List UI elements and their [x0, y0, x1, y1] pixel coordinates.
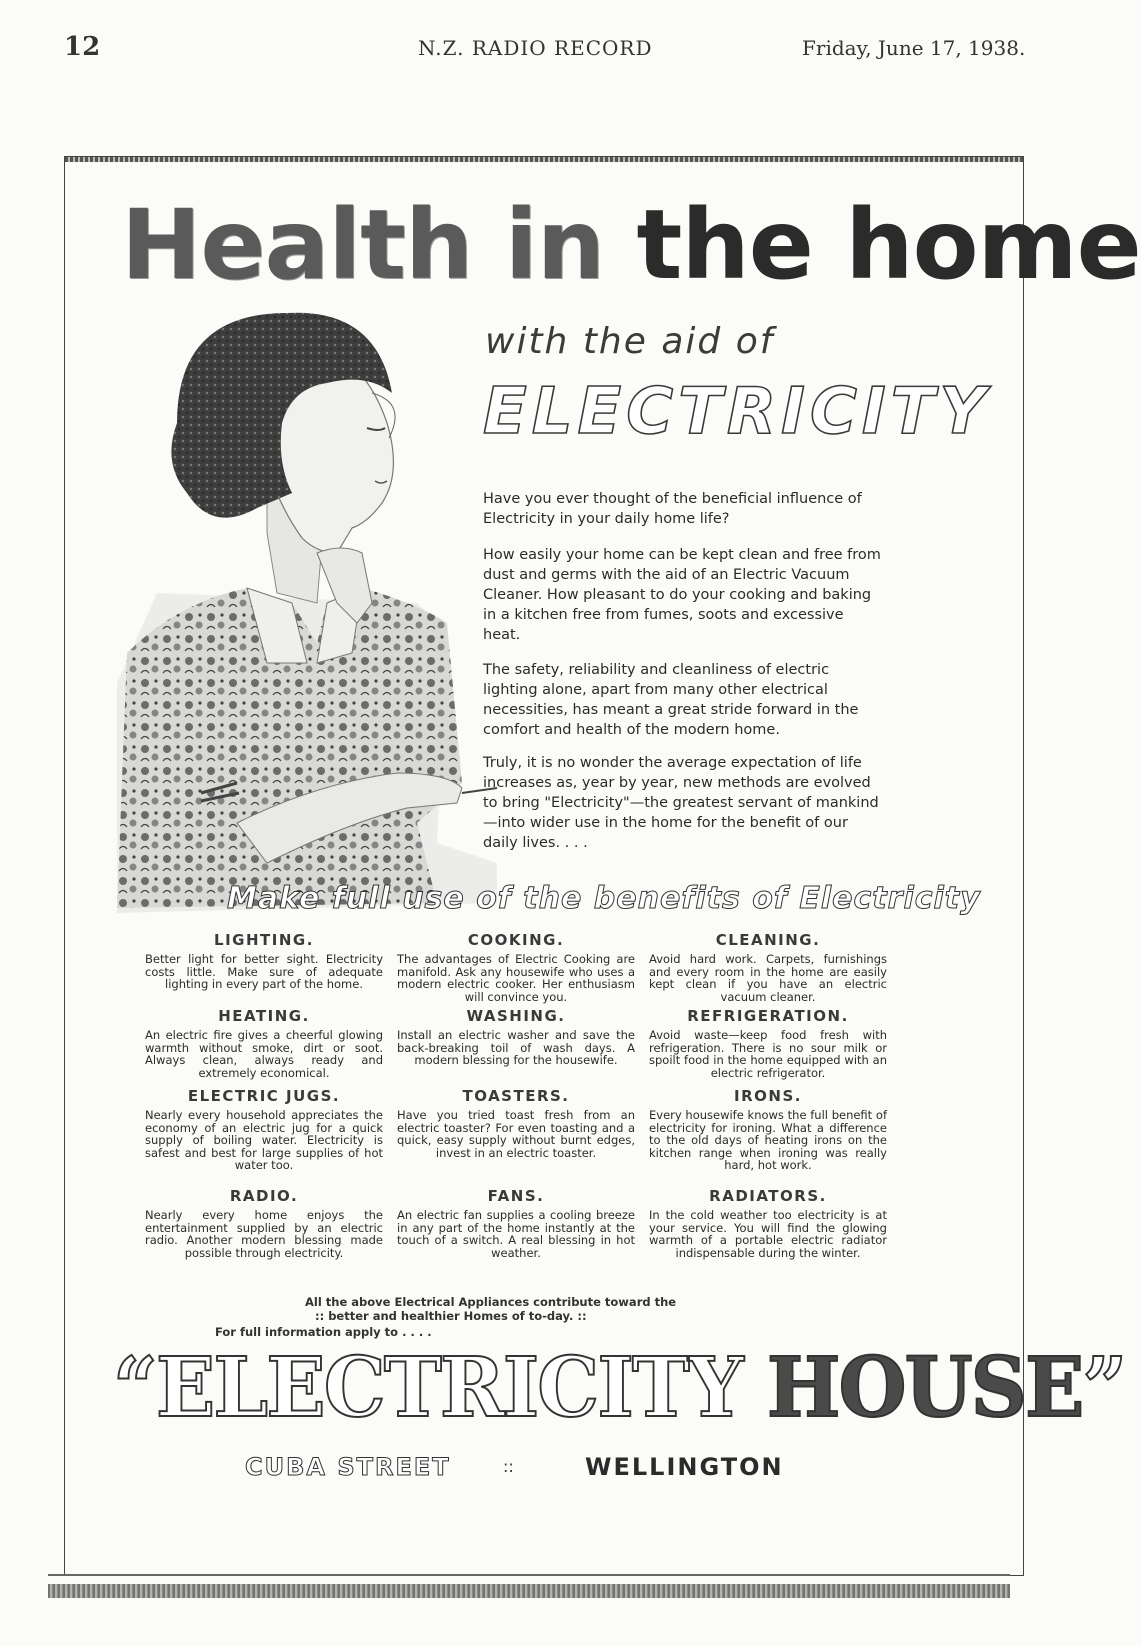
benefit-text: Avoid hard work. Carpets, furnishings and every room in the home are easily kept clean if you have an electric vacuum cleaner. — [649, 952, 887, 1004]
page-number: 12 — [64, 32, 101, 62]
benefit-heading: LIGHTING. — [214, 931, 314, 949]
intro-paragraph-2: How easily your home can be kept clean and free from dust and germs with the aid of an Electric Vacuum Cleaner. How pleasant to do your cooking and baking in a kitchen free from fumes, soots and excessive heat. — [483, 547, 881, 643]
address-separator: :: — [503, 1457, 514, 1476]
benefit-text: Have you tried toast fresh from an electric toaster? For even toasting and a quick, easy supply without burnt edges, invest in an electric toaster. — [397, 1108, 635, 1160]
benefit-text: Avoid waste—keep food fresh with refrigeration. There is no sour milk or spoilt food in the home equipped with an electric refrigerator. — [649, 1028, 887, 1080]
benefit-text: An electric fire gives a cheerful glowing warmth without smoke, dirt or soot. Always clean, always ready and extremely economical. — [145, 1028, 383, 1080]
benefit-toasters — [397, 1087, 635, 1159]
headline-part2: the home — [636, 189, 1141, 301]
benefit-heading: WASHING. — [466, 1007, 566, 1025]
top-border-band — [65, 157, 1023, 162]
benefit-text: Install an electric washer and save the back-breaking toil of wash days. A modern blessing for the housewife. — [397, 1028, 635, 1067]
house-part2: HOUSE — [766, 1340, 1083, 1436]
benefit-text: An electric fan supplies a cooling breeze in any part of the home instantly at the touch of a switch. A real blessing in hot weather. — [397, 1208, 635, 1260]
woman-illustration — [117, 303, 497, 913]
benefit-heading: RADIO. — [229, 1187, 299, 1205]
intro-paragraph-1: Have you ever thought of the beneficial influence of Electricity in your daily home life? — [483, 491, 862, 527]
benefit-heading: HEATING. — [218, 1007, 310, 1025]
benefit-cleaning — [649, 931, 887, 1003]
benefit-heading: IRONS. — [734, 1087, 802, 1105]
headline — [121, 189, 1141, 301]
publication-title: N.Z. RADIO RECORD — [418, 36, 653, 60]
headline-part1: Health in — [121, 189, 637, 301]
benefit-fans — [397, 1187, 635, 1259]
benefit-cooking — [397, 931, 635, 1003]
bottom-rule — [48, 1574, 1010, 1576]
house-part1: ELECTRICITY — [155, 1340, 767, 1436]
benefits-heading: Make full use of the benefits of Electricity — [227, 881, 981, 916]
benefit-heading: CLEANING. — [715, 931, 821, 949]
benefit-text: The advantages of Electric Cooking are manifold. Ask any housewife who uses a modern electric cooker. Her enthusiasm will convince you. — [397, 952, 635, 1004]
footer-line-3: For full information apply to . . . . — [215, 1325, 432, 1339]
benefit-irons — [649, 1087, 887, 1172]
footer-line-2: :: better and healthier Homes of to-day. :: — [315, 1309, 587, 1323]
issue-date: Friday, June 17, 1938. — [802, 36, 1026, 60]
benefit-washing — [397, 1007, 635, 1067]
benefit-lighting — [145, 931, 383, 991]
benefit-heading: ELECTRIC JUGS. — [187, 1087, 341, 1105]
quote-open: “ — [113, 1340, 156, 1436]
benefit-text: Nearly every household appreciates the economy of an electric jug for a quick supply of boiling water. Electricity is safest and best for large supplies of hot water too. — [145, 1108, 383, 1172]
benefit-heading: TOASTERS. — [462, 1087, 570, 1105]
benefit-heating — [145, 1007, 383, 1079]
benefit-radiators — [649, 1187, 887, 1259]
city: WELLINGTON — [585, 1453, 784, 1481]
benefit-text: Better light for better sight. Electricity costs little. Make sure of adequate lighting in every part of the home. — [145, 952, 383, 991]
benefit-heading: REFRIGERATION. — [687, 1007, 849, 1025]
benefit-text: In the cold weather too electricity is at your service. You will find the glowing warmth of a portable electric radiator indispensable during the winter. — [649, 1208, 887, 1260]
benefit-heading: COOKING. — [467, 931, 565, 949]
intro-paragraph-4: Truly, it is no wonder the average expectation of life increases as, year by year, new methods are evolved to bring "Electricity"—the greatest servant of mankind—into wider use in the home for the benefit of our daily lives. . . . — [483, 755, 879, 851]
advertisement — [64, 156, 1141, 1576]
intro-paragraph-3: The safety, reliability and cleanliness of electric lighting alone, apart from many other electrical necessities, has meant a great stride forward in the comfort and health of the modern home. — [483, 662, 859, 738]
electricity-title: ELECTRICITY — [483, 375, 991, 449]
electricity-house-title — [113, 1340, 1126, 1436]
footer-line-1: All the above Electrical Appliances contribute toward the — [305, 1295, 677, 1309]
benefit-text: Nearly every home enjoys the entertainment supplied by an electric radio. Another modern blessing made possible through electricity. — [145, 1208, 383, 1260]
benefit-radio — [145, 1187, 383, 1259]
benefit-heading: RADIATORS. — [709, 1187, 827, 1205]
benefit-text: Every housewife knows the full benefit of electricity for ironing. What a difference to the old days of heating irons on the kitchen range when ironing was really hard, hot work. — [649, 1108, 887, 1172]
benefit-electric-jugs — [145, 1087, 383, 1172]
quote-close: ” — [1082, 1340, 1126, 1436]
street-address: CUBA STREET — [245, 1453, 451, 1481]
bottom-border-band — [48, 1584, 1010, 1598]
subheadline: with the aid of — [485, 321, 775, 362]
benefit-heading: FANS. — [487, 1187, 545, 1205]
benefit-refrigeration — [649, 1007, 887, 1079]
